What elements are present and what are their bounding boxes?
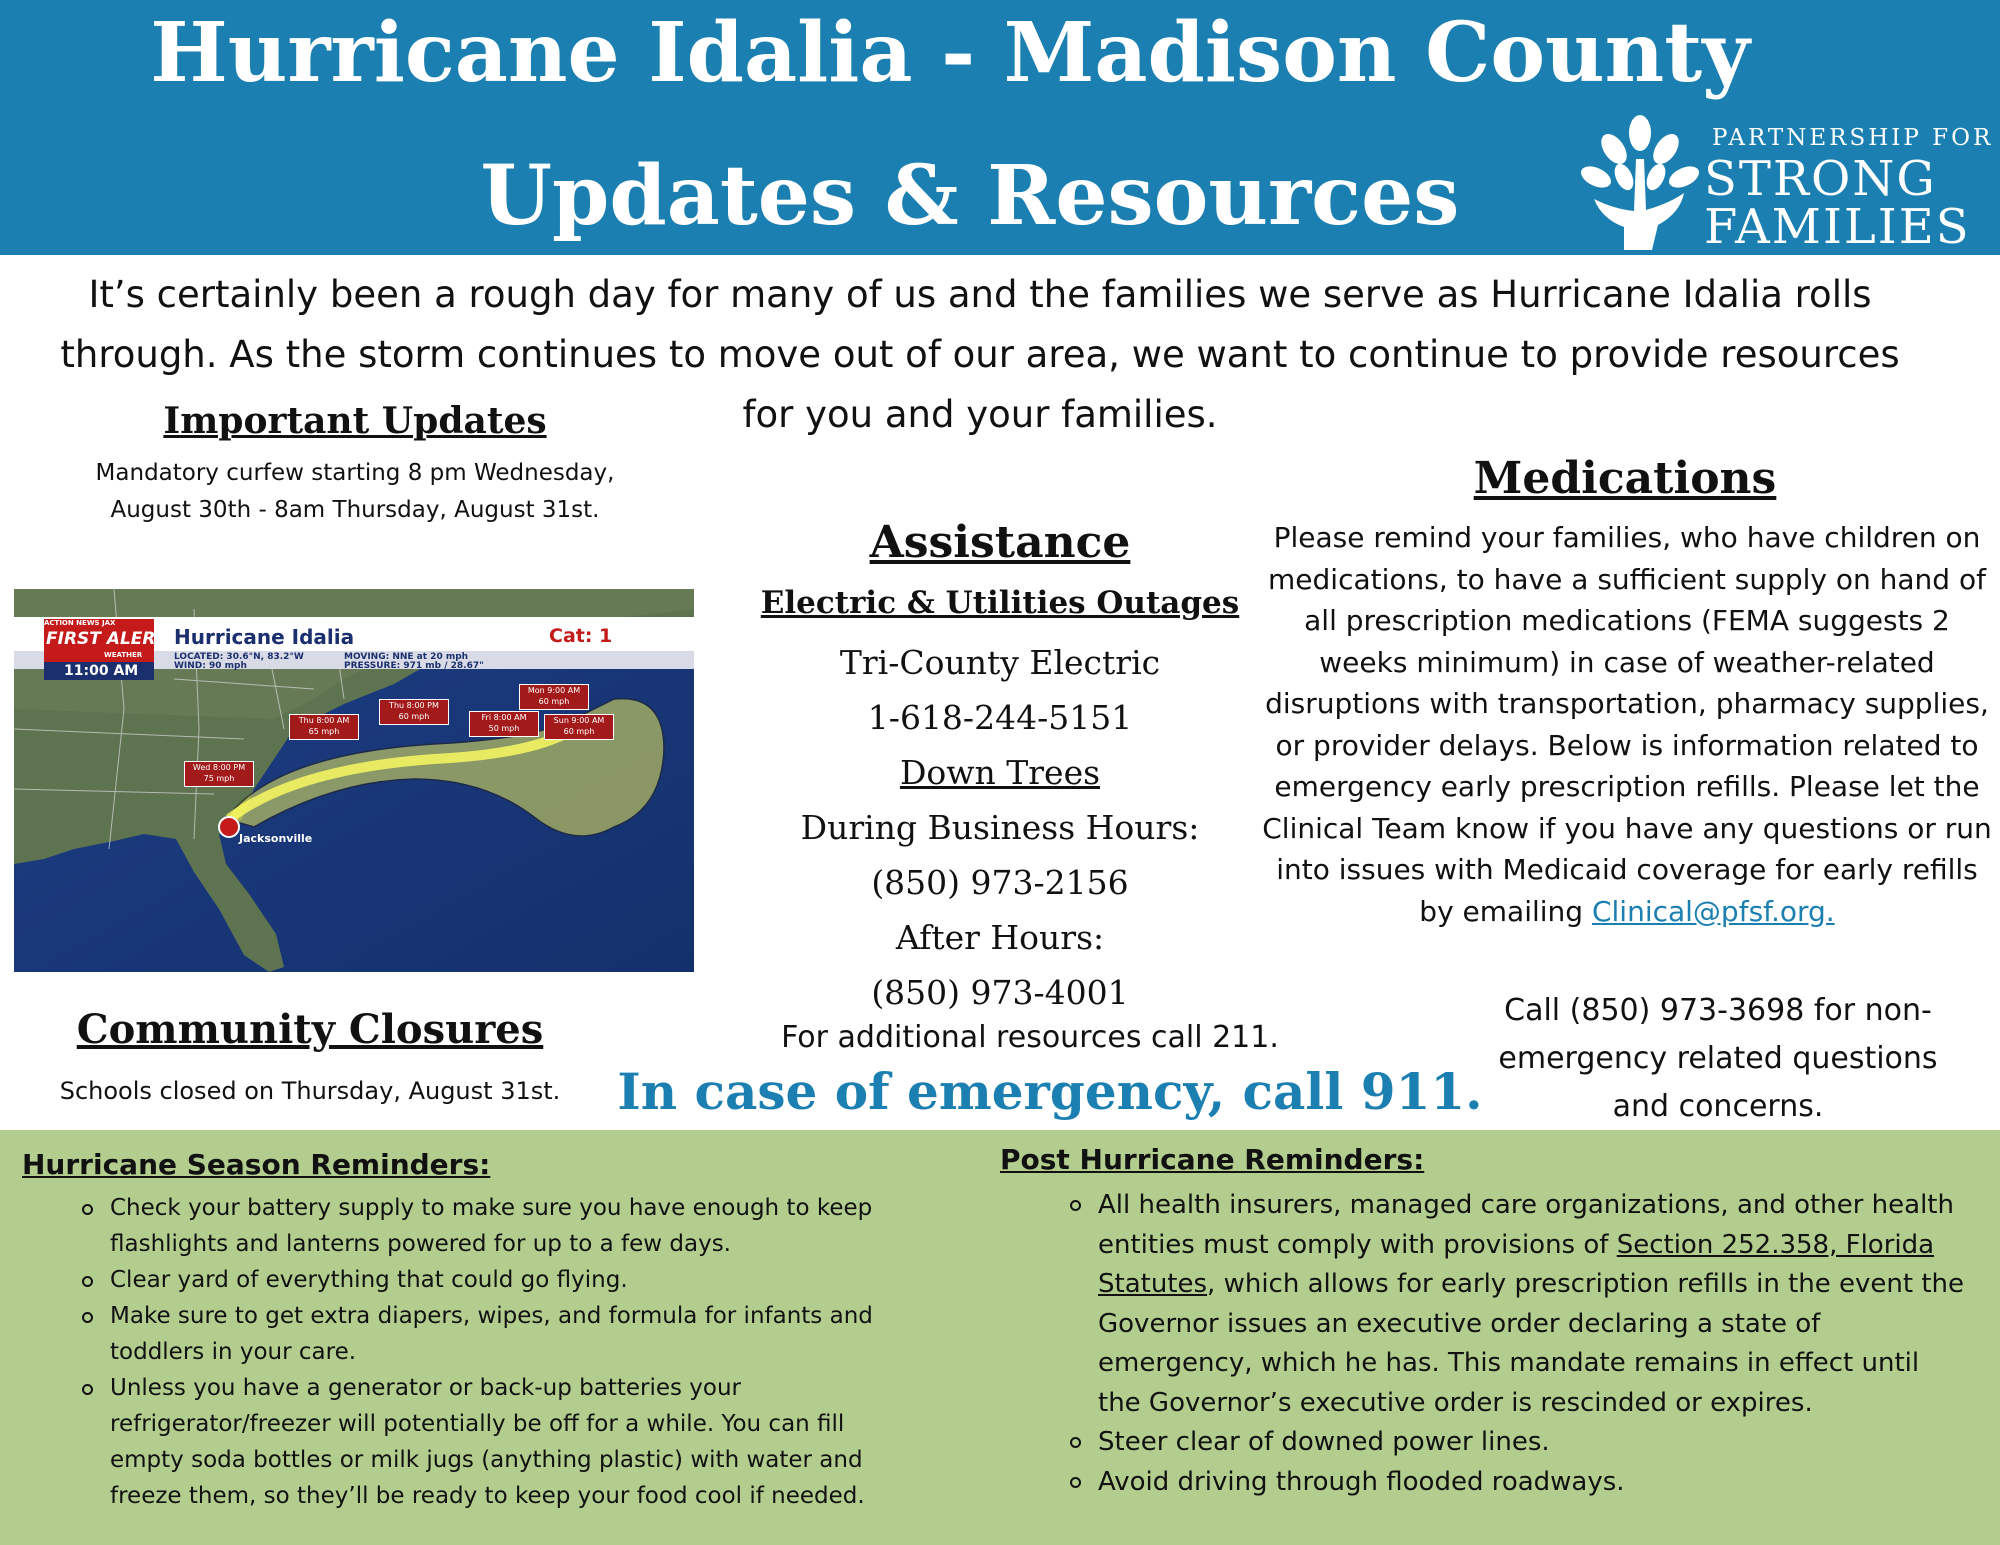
page-title-line1: Hurricane Idalia - Madison County bbox=[150, 5, 1750, 101]
medications-text: Please remind your families, who have children on medications, to have a sufficient supply on hand of all prescription medications (FEMA suggests 2 weeks minimum) in case of weather-related disruptions with transportation, pharmacy supplies, or provider delays. Below is information related to emergency early prescription refills. Please let the Clinical Team know if you have any questions or run into issues with Medicaid coverage for early refills by emailing Clinical@pfsf.org. bbox=[1262, 521, 1992, 928]
page-title-line2: Updates & Resources bbox=[480, 148, 1460, 244]
map-forecast-marker: Mon 9:00 AM 60 mph bbox=[519, 684, 589, 710]
list-item: Avoid driving through flooded roadways. bbox=[1068, 1463, 1968, 1503]
logo-text-line3: FAMILIES bbox=[1704, 199, 1971, 255]
important-updates-text: Mandatory curfew starting 8 pm Wednesday, August 30th - 8am Thursday, August 31st. bbox=[95, 460, 615, 523]
map-badge-sub: WEATHER bbox=[104, 651, 143, 659]
post-hurricane-list bbox=[1068, 1186, 1968, 1502]
important-updates-heading: Important Updates bbox=[163, 400, 547, 442]
list-item: Check your battery supply to make sure you have enough to keep flashlights and lanterns powered for up to a few days. bbox=[80, 1190, 910, 1262]
map-badge-main: FIRST ALERT bbox=[46, 629, 167, 649]
business-hours-label: During Business Hours: bbox=[800, 808, 1200, 847]
map-forecast-marker: Fri 8:00 AM 50 mph bbox=[469, 711, 539, 737]
emergency-callout: In case of emergency, call 911. bbox=[617, 1062, 1483, 1121]
map-pressure: PRESSURE: 971 mb / 28.67" bbox=[344, 661, 484, 671]
after-hours-label: After Hours: bbox=[895, 918, 1105, 957]
intro-paragraph: It’s certainly been a rough day for many of us and the families we serve as Hurricane Idalia rolls through. As the storm continues to move out of our area, we want to continue to provide resources for you and your families. bbox=[60, 273, 1900, 436]
after-hours-phone: (850) 973-4001 bbox=[871, 973, 1129, 1012]
map-badge-top: ACTION NEWS JAX bbox=[44, 619, 116, 627]
hurricane-season-list bbox=[80, 1190, 910, 1514]
map-city-label: Jacksonville bbox=[239, 832, 313, 845]
list-item: Steer clear of downed power lines. bbox=[1068, 1423, 1968, 1463]
medications-heading: Medications bbox=[1473, 453, 1777, 504]
community-closures-text: Schools closed on Thursday, August 31st. bbox=[59, 1077, 561, 1105]
list-item: All health insurers, managed care organizations, and other health entities must comply with provisions of Section 252.358, Florida Statutes, which allows for early prescription refills in the event the Governor issues an executive order declaring a state of emergency, which he has. This mandate remains in effect until the Governor’s executive order is rescinded or expires. bbox=[1068, 1186, 1968, 1423]
list-item: Make sure to get extra diapers, wipes, and formula for infants and toddlers in your care. bbox=[80, 1298, 910, 1370]
list-item: Clear yard of everything that could go flying. bbox=[80, 1262, 910, 1298]
business-hours-phone: (850) 973-2156 bbox=[871, 863, 1129, 902]
post-hurricane-heading: Post Hurricane Reminders: bbox=[1000, 1143, 1425, 1176]
map-time: 11:00 AM bbox=[64, 663, 139, 679]
down-trees-heading: Down Trees bbox=[899, 753, 1101, 792]
map-storm-name: Hurricane Idalia bbox=[174, 625, 355, 649]
pfsf-logo bbox=[1580, 115, 1994, 255]
header-banner bbox=[0, 0, 2000, 255]
map-wind: WIND: 90 mph bbox=[174, 661, 247, 671]
logo-text-line1: PARTNERSHIP FOR bbox=[1712, 125, 1994, 151]
utilities-outages-heading: Electric & Utilities Outages bbox=[760, 585, 1240, 621]
assistance-heading: Assistance bbox=[869, 517, 1131, 568]
non-emergency-call-text: Call (850) 973-3698 for non-emergency related questions and concerns. bbox=[1498, 993, 1938, 1124]
map-forecast-marker: Wed 8:00 PM 75 mph bbox=[184, 761, 254, 787]
statute-link[interactable]: Section 252.358, Florida Statutes bbox=[1098, 1229, 1935, 1299]
map-forecast-marker: Sun 9:00 AM 60 mph bbox=[544, 714, 614, 740]
map-forecast-marker: Thu 8:00 AM 65 mph bbox=[289, 714, 359, 740]
hurricane-track-map bbox=[14, 589, 694, 972]
tree-hand-icon bbox=[1580, 115, 1700, 250]
electric-provider: Tri-County Electric bbox=[839, 643, 1161, 682]
community-closures-heading: Community Closures bbox=[76, 1006, 544, 1053]
map-category: Cat: 1 bbox=[549, 625, 613, 647]
map-located: LOCATED: 30.6°N, 83.2°W bbox=[174, 652, 304, 662]
clinical-email-link[interactable]: Clinical@pfsf.org. bbox=[1591, 894, 1835, 928]
map-forecast-marker: Thu 8:00 PM 60 mph bbox=[379, 699, 449, 725]
electric-provider-phone: 1-618-244-5151 bbox=[867, 698, 1133, 737]
hurricane-season-heading: Hurricane Season Reminders: bbox=[22, 1148, 491, 1181]
map-moving: MOVING: NNE at 20 mph bbox=[344, 652, 469, 662]
logo-text-line2: STRONG bbox=[1704, 151, 1937, 207]
additional-resources-text: For additional resources call 211. bbox=[781, 1020, 1279, 1055]
list-item: Unless you have a generator or back-up batteries your refrigerator/freezer will potentially be off for a while. You can fill empty soda bottles or milk jugs (anything plastic) with water and freeze them, so they’ll be ready to keep your food cool if needed. bbox=[80, 1370, 910, 1514]
